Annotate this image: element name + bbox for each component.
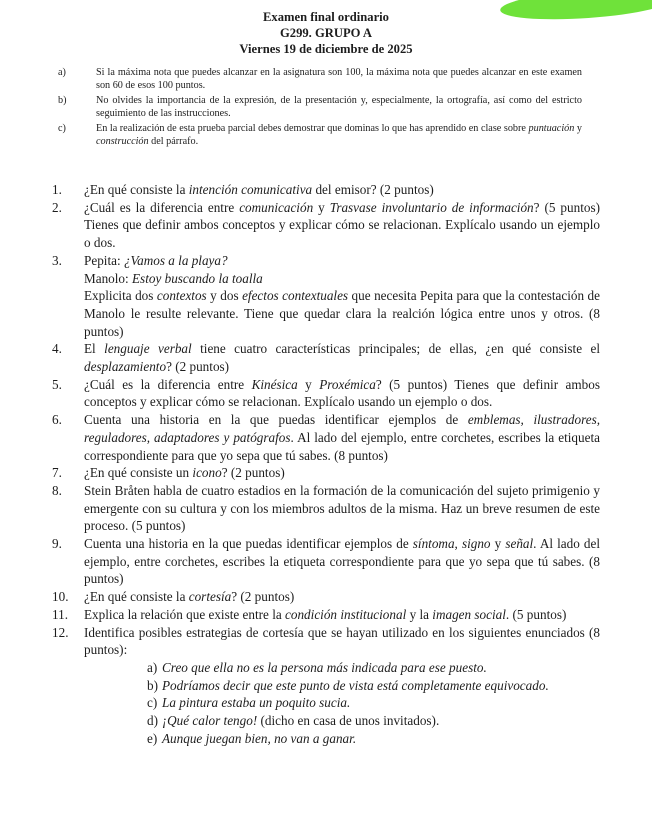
question-number: 8. xyxy=(52,482,62,498)
emphasis: Proxémica xyxy=(319,376,376,392)
question-8 xyxy=(52,482,600,535)
text-run: y la xyxy=(406,606,433,622)
exam-date: Viernes 19 de diciembre de 2025 xyxy=(239,42,413,56)
text-run: del emisor? (2 puntos) xyxy=(312,182,434,197)
instruction-item xyxy=(58,66,582,93)
text-run: ? (5 puntos) Tienes que definir ambos conceptos y explicar cómo se relacionan. Explícalo usando un ejemplo o dos. xyxy=(84,199,600,251)
emphasis: efectos contextuales xyxy=(242,288,349,304)
emphasis: imagen social xyxy=(432,606,506,622)
emphasis: cortesía xyxy=(188,589,232,605)
statement-label: c) xyxy=(147,695,158,711)
question-12 xyxy=(52,624,600,659)
statement-text: Aunque juegan bien, no van a ganar. xyxy=(162,730,357,746)
statement-text: Podríamos decir que este punto de vista está completamente equivocado. xyxy=(162,677,549,693)
statement-item xyxy=(147,694,600,712)
statement-text: Creo que ella no es la persona más indicada para ese puesto. xyxy=(162,659,487,675)
text-run: (dicho en casa de unos invitados). xyxy=(257,713,440,729)
question-1 xyxy=(52,181,600,199)
instruction-text: No olvides la importancia de la expresión, de la presentación y, especialmente, la ortografía, así como del estricto seguimiento de las instrucciones. xyxy=(96,94,582,120)
text-run: ¿Cuál es la diferencia entre xyxy=(84,376,252,392)
text-run: ¿En qué consiste la xyxy=(84,589,189,605)
exam-title: Examen final ordinario xyxy=(263,10,389,24)
question-4 xyxy=(52,340,600,375)
question-2 xyxy=(52,199,600,252)
emphasis: Trasvase involuntario de información xyxy=(329,199,534,215)
text-run: y xyxy=(297,376,320,392)
statement-item xyxy=(147,730,600,748)
emphasis: Estoy buscando la toalla xyxy=(132,270,263,286)
question-number: 9. xyxy=(52,536,62,552)
statement-list xyxy=(52,659,600,748)
text-run: ¿Cuál es la diferencia entre xyxy=(84,199,240,215)
emphasis: intención comunicativa xyxy=(188,182,313,197)
question-number: 3. xyxy=(52,252,62,268)
question-7 xyxy=(52,464,600,482)
text-run: Cuenta una historia en la que puedas identificar ejemplos de xyxy=(84,536,413,552)
text-run: tiene cuatro características principales; de ellas, ¿en qué consiste el xyxy=(191,341,600,357)
text-run: ? (2 puntos) xyxy=(221,465,285,481)
text-run: En la realización de esta prueba parcial debes demostrar que dominas lo que has aprendido en clase sobre xyxy=(96,122,529,134)
question-number: 10. xyxy=(52,589,69,605)
statement-label: a) xyxy=(147,659,158,675)
question-number: 6. xyxy=(52,412,62,428)
question-3 xyxy=(52,252,600,341)
text-run: que necesita Pepita para que la contestación de Manolo le resulte relevante. Tiene que quedar clara la realción lógica entre unos y otros. (8 puntos) xyxy=(84,288,600,339)
text-run: ¿En qué consiste la xyxy=(84,182,189,197)
question-10 xyxy=(52,588,600,606)
emphasis: construcción xyxy=(96,136,149,148)
text-run: . (5 puntos) xyxy=(505,606,567,622)
question-number: 2. xyxy=(52,199,62,215)
question-number: 7. xyxy=(52,465,62,481)
question-text: Stein Bråten habla de cuatro estadios en la formación de la comunicación del sujeto primigenio y emergente con su cultura y con los miembros adultos de la misma. Haz un breve resumen de este proceso. (5 puntos) xyxy=(84,482,600,534)
speaker: Manolo: xyxy=(84,270,132,286)
emphasis: desplazamiento xyxy=(84,359,167,375)
instructions-list xyxy=(58,66,582,149)
instruction-label: c) xyxy=(58,122,66,134)
emphasis: emblemas, ilustradores, reguladores, adaptadores y patógrafos xyxy=(84,412,600,445)
question-number: 4. xyxy=(52,341,62,357)
statement-item xyxy=(147,677,600,695)
statement-label: b) xyxy=(147,677,158,693)
emphasis: comunicación xyxy=(239,199,314,215)
emphasis: ¿Vamos a la playa? xyxy=(123,252,228,268)
instruction-label: b) xyxy=(58,94,67,106)
statement-text: La pintura estaba un poquito sucia. xyxy=(162,695,351,711)
question-list xyxy=(52,181,600,748)
text-run: ? (2 puntos) xyxy=(231,589,295,605)
question-text xyxy=(84,287,600,340)
text-run: Explica la relación que existe entre la xyxy=(84,606,286,622)
text-run: ? (2 puntos) xyxy=(166,359,230,375)
instruction-label: a) xyxy=(58,67,66,78)
dialogue-line xyxy=(84,270,600,288)
statement-item xyxy=(147,659,600,677)
instruction-text xyxy=(96,123,582,147)
text-run: y xyxy=(574,122,582,134)
question-text: Identifica posibles estrategias de cortesía que se hayan utilizado en los siguientes enunciados (8 puntos): xyxy=(84,624,600,658)
text-run: ¿En qué consiste un xyxy=(84,465,193,481)
emphasis: puntuación xyxy=(528,122,575,134)
emphasis: icono xyxy=(192,465,222,481)
instruction-item xyxy=(58,122,582,149)
emphasis: contextos xyxy=(156,288,207,304)
text-run: . Al lado del ejemplo, entre corchetes, escribes la etiqueta correspondiente para que yo sepa que tú sabes. (8 puntos) xyxy=(84,536,601,587)
text-run: , xyxy=(454,536,462,552)
statement-item xyxy=(147,712,600,730)
text-run: Explicita dos xyxy=(84,288,157,304)
question-11 xyxy=(52,606,600,624)
question-number: 5. xyxy=(52,376,62,392)
emphasis: señal xyxy=(505,536,534,552)
emphasis: síntoma xyxy=(412,536,455,552)
text-run: ? (5 puntos) Tienes que definir ambos conceptos y explicar cómo se relacionan. Explícalo usando un ejemplo o dos. xyxy=(84,376,600,410)
text-run: Cuenta una historia en la que puedas identificar ejemplos de xyxy=(84,412,468,428)
statement-text: ¡Qué calor tengo! xyxy=(162,713,258,729)
dialogue-line xyxy=(84,252,600,270)
text-run: y xyxy=(490,536,506,552)
exam-group: G299. GRUPO A xyxy=(279,26,372,40)
exam-header xyxy=(0,9,652,57)
text-run: y xyxy=(313,199,330,215)
text-run: del párrafo. xyxy=(148,136,199,148)
statement-label: e) xyxy=(147,730,158,746)
question-5 xyxy=(52,376,600,411)
emphasis: Kinésica xyxy=(251,376,298,392)
text-run: y dos xyxy=(206,288,243,304)
speaker: Pepita: xyxy=(84,252,124,268)
question-9 xyxy=(52,535,600,588)
question-number: 12. xyxy=(52,624,69,640)
instruction-text: Si la máxima nota que puedes alcanzar en la asignatura son 100, la máxima nota que puedes alcanzar en este examen son 60 de esos 100 puntos. xyxy=(96,67,582,92)
instruction-item xyxy=(58,94,582,121)
emphasis: lenguaje verbal xyxy=(104,341,192,357)
text-run: El xyxy=(84,341,105,357)
question-6 xyxy=(52,411,600,464)
emphasis: condición institucional xyxy=(285,606,407,622)
text-run: . Al lado del ejemplo, entre corchetes, escribes la etiqueta correspondiente para que yo sepa que tú sabes. (8 puntos) xyxy=(84,429,600,463)
question-number: 1. xyxy=(52,182,62,197)
statement-label: d) xyxy=(147,713,158,729)
emphasis: signo xyxy=(461,536,491,552)
question-number: 11. xyxy=(52,606,68,622)
